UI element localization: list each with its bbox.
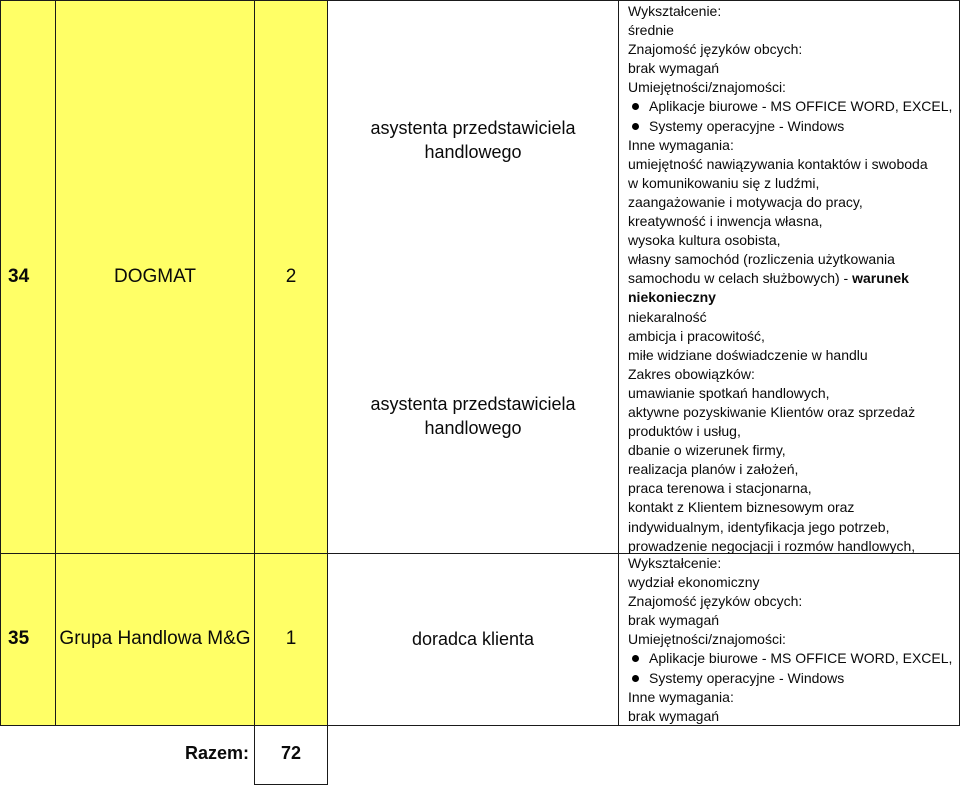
duty-item: indywidualnym, identyfikacja jego potrzeb, [628,518,890,535]
bullet-icon [632,123,639,130]
duty-item: produktów i usług, [628,423,741,440]
skills-item: Aplikacje biurowe - MS OFFICE WORD, EXCEL, [628,97,960,116]
duty-item: kontakt z Klientem biznesowym oraz [628,499,855,516]
summary-value: 72 [280,743,302,763]
education-label: Wykształcenie: [628,555,722,571]
other-requirement: w komunikowaniu się z ludźmi, [628,174,820,191]
duty-item: realizacja planów i założeń, [628,461,799,478]
other-requirement: miłe widziane doświadczenie w handlu [628,346,868,363]
education-value: wydział ekonomiczny [628,574,760,591]
row-34-position-cell [327,0,619,554]
skills-label: Umiejętności/znajomości: [628,631,786,648]
education-value: średnie [628,22,674,39]
skills-item: Systemy operacyjne - Windows [628,117,960,136]
row-34-position-1: asystenta przedstawiciela handlowego [370,118,576,162]
other-requirement: własny samochód (rozliczenia użytkowania [628,251,895,268]
bullet-icon [632,103,639,110]
other-requirement: wysoka kultura osobista, [628,232,781,249]
other-requirement: samochodu w celach służbowych) - warunek [628,270,909,287]
other-requirement: kreatywność i inwencja własna, [628,213,823,230]
row-34-company: DOGMAT [114,266,196,287]
row-35-count: 1 [285,628,297,649]
bullet-icon [632,655,639,662]
row-35-lp: 35 [8,628,30,649]
row-35-company: Grupa Handlowa M&G [59,628,251,649]
row-34-count: 2 [285,266,297,287]
row-34-requirements [618,1,960,556]
row-35-requirements [618,553,960,726]
row-34-lp: 34 [8,266,30,287]
other-requirements-label: Inne wymagania: [628,688,734,705]
other-requirement: umiejętność nawiązywania kontaktów i swoboda [628,155,928,172]
skills-label: Umiejętności/znajomości: [628,79,786,96]
other-requirements-label: Inne wymagania: [628,136,734,153]
other-requirement: niekaralność [628,308,707,325]
row-34-position-2: asystenta przedstawiciela handlowego [370,394,576,438]
duties-label: Zakres obowiązków: [628,365,755,382]
duty-item: umawianie spotkań handlowych, [628,384,830,401]
skills-item: Aplikacje biurowe - MS OFFICE WORD, EXCEL, [628,649,960,668]
duty-item: aktywne pozyskiwanie Klientów oraz sprzedaż [628,403,916,420]
languages-value: brak wymagań [628,612,720,629]
condition-note: warunek [852,270,909,287]
other-requirement: zaangażowanie i motywacja do pracy, [628,193,863,210]
languages-label: Znajomość języków obcych: [628,593,803,610]
other-requirement: ambicja i pracowitość, [628,327,765,344]
summary-label: Razem: [185,743,250,763]
languages-value: brak wymagań [628,60,720,77]
bullet-icon [632,675,639,682]
duty-item: prowadzenie negocjacji i rozmów handlowych, [628,537,916,554]
skills-item: Systemy operacyjne - Windows [628,669,960,688]
duty-item: dbanie o wizerunek firmy, [628,442,786,459]
duty-item: praca terenowa i stacjonarna, [628,480,812,497]
row-35-position: doradca klienta [411,629,535,649]
other-requirements-value: brak wymagań [628,707,720,724]
condition-note: niekonieczny [628,289,716,306]
education-label: Wykształcenie: [628,3,722,19]
languages-label: Znajomość języków obcych: [628,41,803,58]
